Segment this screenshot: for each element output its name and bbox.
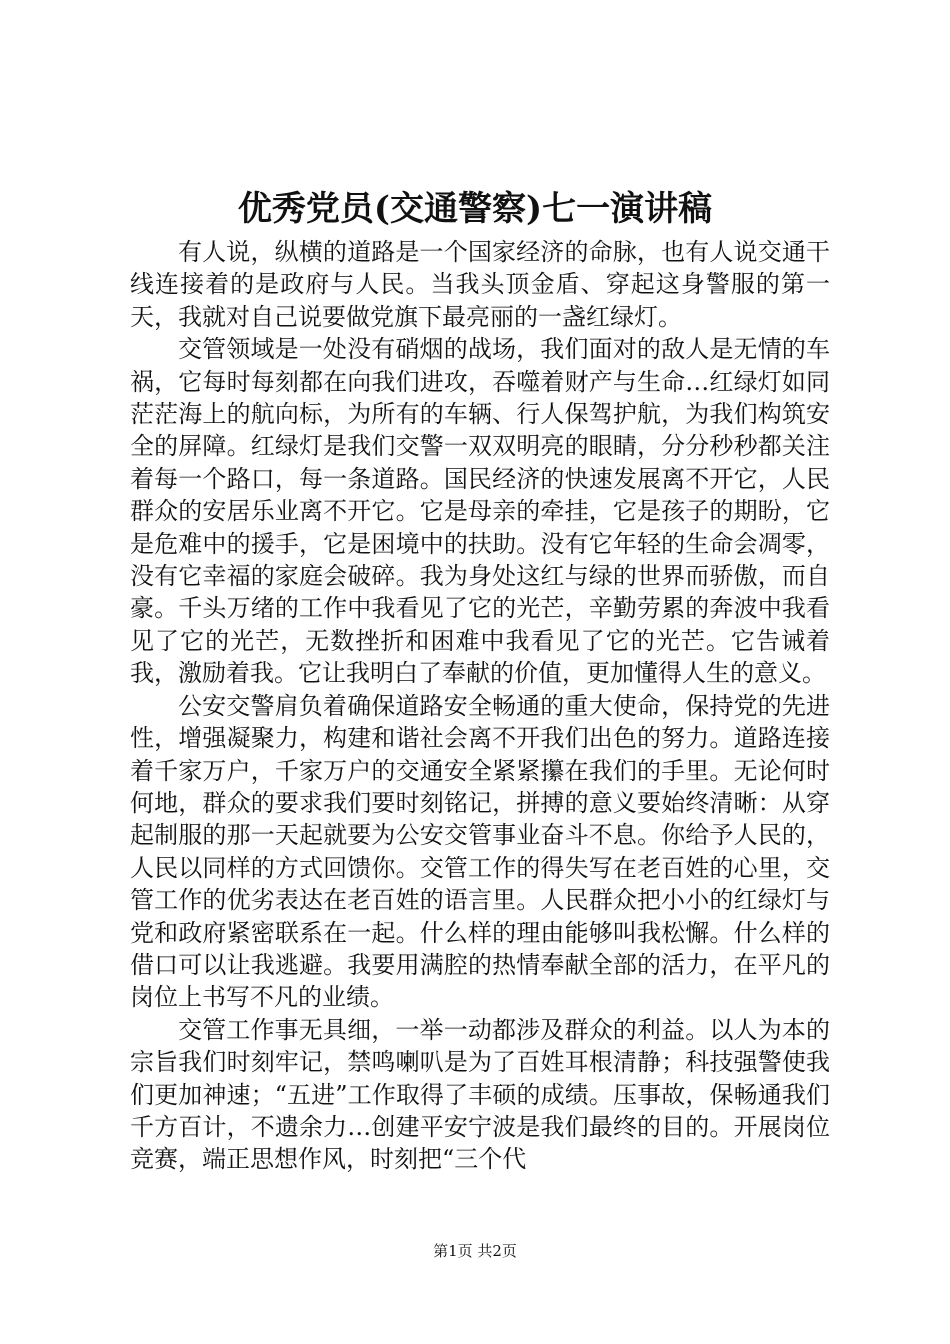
document-title: 优秀党员(交通警察)七一演讲稿 [237, 189, 713, 229]
page-footer: 第1页 共2页 [433, 1242, 517, 1260]
paragraph-2: 交管领域是一处没有硝烟的战场，我们面对的敌人是无情的车祸，它每时每刻都在向我们进攻，吞噬着财产与生命…红绿灯如同茫茫海上的航向标，为所有的车辆、行人保驾护航，为我们构筑安全的屏障。红绿灯是我们交警一双双明亮的眼睛，分分秒秒都关注着每一个路口，每一条道路。国民经济的快速发展离不开它，人民群众的安居乐业离不开它。它是母亲的牵挂，它是孩子的期盼，它是危难中的援手，它是困境中的扶助。没有它年轻的生命会凋零，没有它幸福的家庭会破碎。我为身处这红与绿的世界而骄傲，而自豪。千头万绪的工作中我看见了它的光芒，辛勤劳累的奔波中我看见了它的光芒，无数挫折和困难中我看见了它的光芒。它告诫着我，激励着我。它让我明白了奉献的价值，更加懂得人生的意义。 [130, 335, 830, 688]
paragraph-4: 交管工作事无具细，一举一动都涉及群众的利益。以人为本的宗旨我们时刻牢记，禁鸣喇叭是为了百姓耳根清静；科技强警使我们更加神速；“五进”工作取得了丰硕的成绩。压事故，保畅通我们千方百计，不遗余力…创建平安宁波是我们最终的目的。开展岗位竞赛，端正思想作风，时刻把“三个代 [130, 1015, 830, 1174]
paragraph-1: 有人说，纵横的道路是一个国家经济的命脉，也有人说交通干线连接着的是政府与人民。当我头顶金盾、穿起这身警服的第一天，我就对自己说要做党旗下最亮丽的一盏红绿灯。 [130, 238, 830, 331]
document-body [130, 236, 830, 1176]
paragraph-3: 公安交警肩负着确保道路安全畅通的重大使命，保持党的先进性，增强凝聚力，构建和谐社会离不开我们出色的努力。道路连接着千家万户，千家万户的交通安全紧紧攥在我们的手里。无论何时何地，群众的要求我们要时刻铭记，拼搏的意义要始终清晰：从穿起制服的那一天起就要为公安交管事业奋斗不息。你给予人民的，人民以同样的方式回馈你。交管工作的得失写在老百姓的心里，交管工作的优劣表达在老百姓的语言里。人民群众把小小的红绿灯与党和政府紧密联系在一起。什么样的理由能够叫我松懈。什么样的借口可以让我逃避。我要用满腔的热情奉献全部的活力，在平凡的岗位上书写不凡的业绩。 [130, 691, 830, 1012]
